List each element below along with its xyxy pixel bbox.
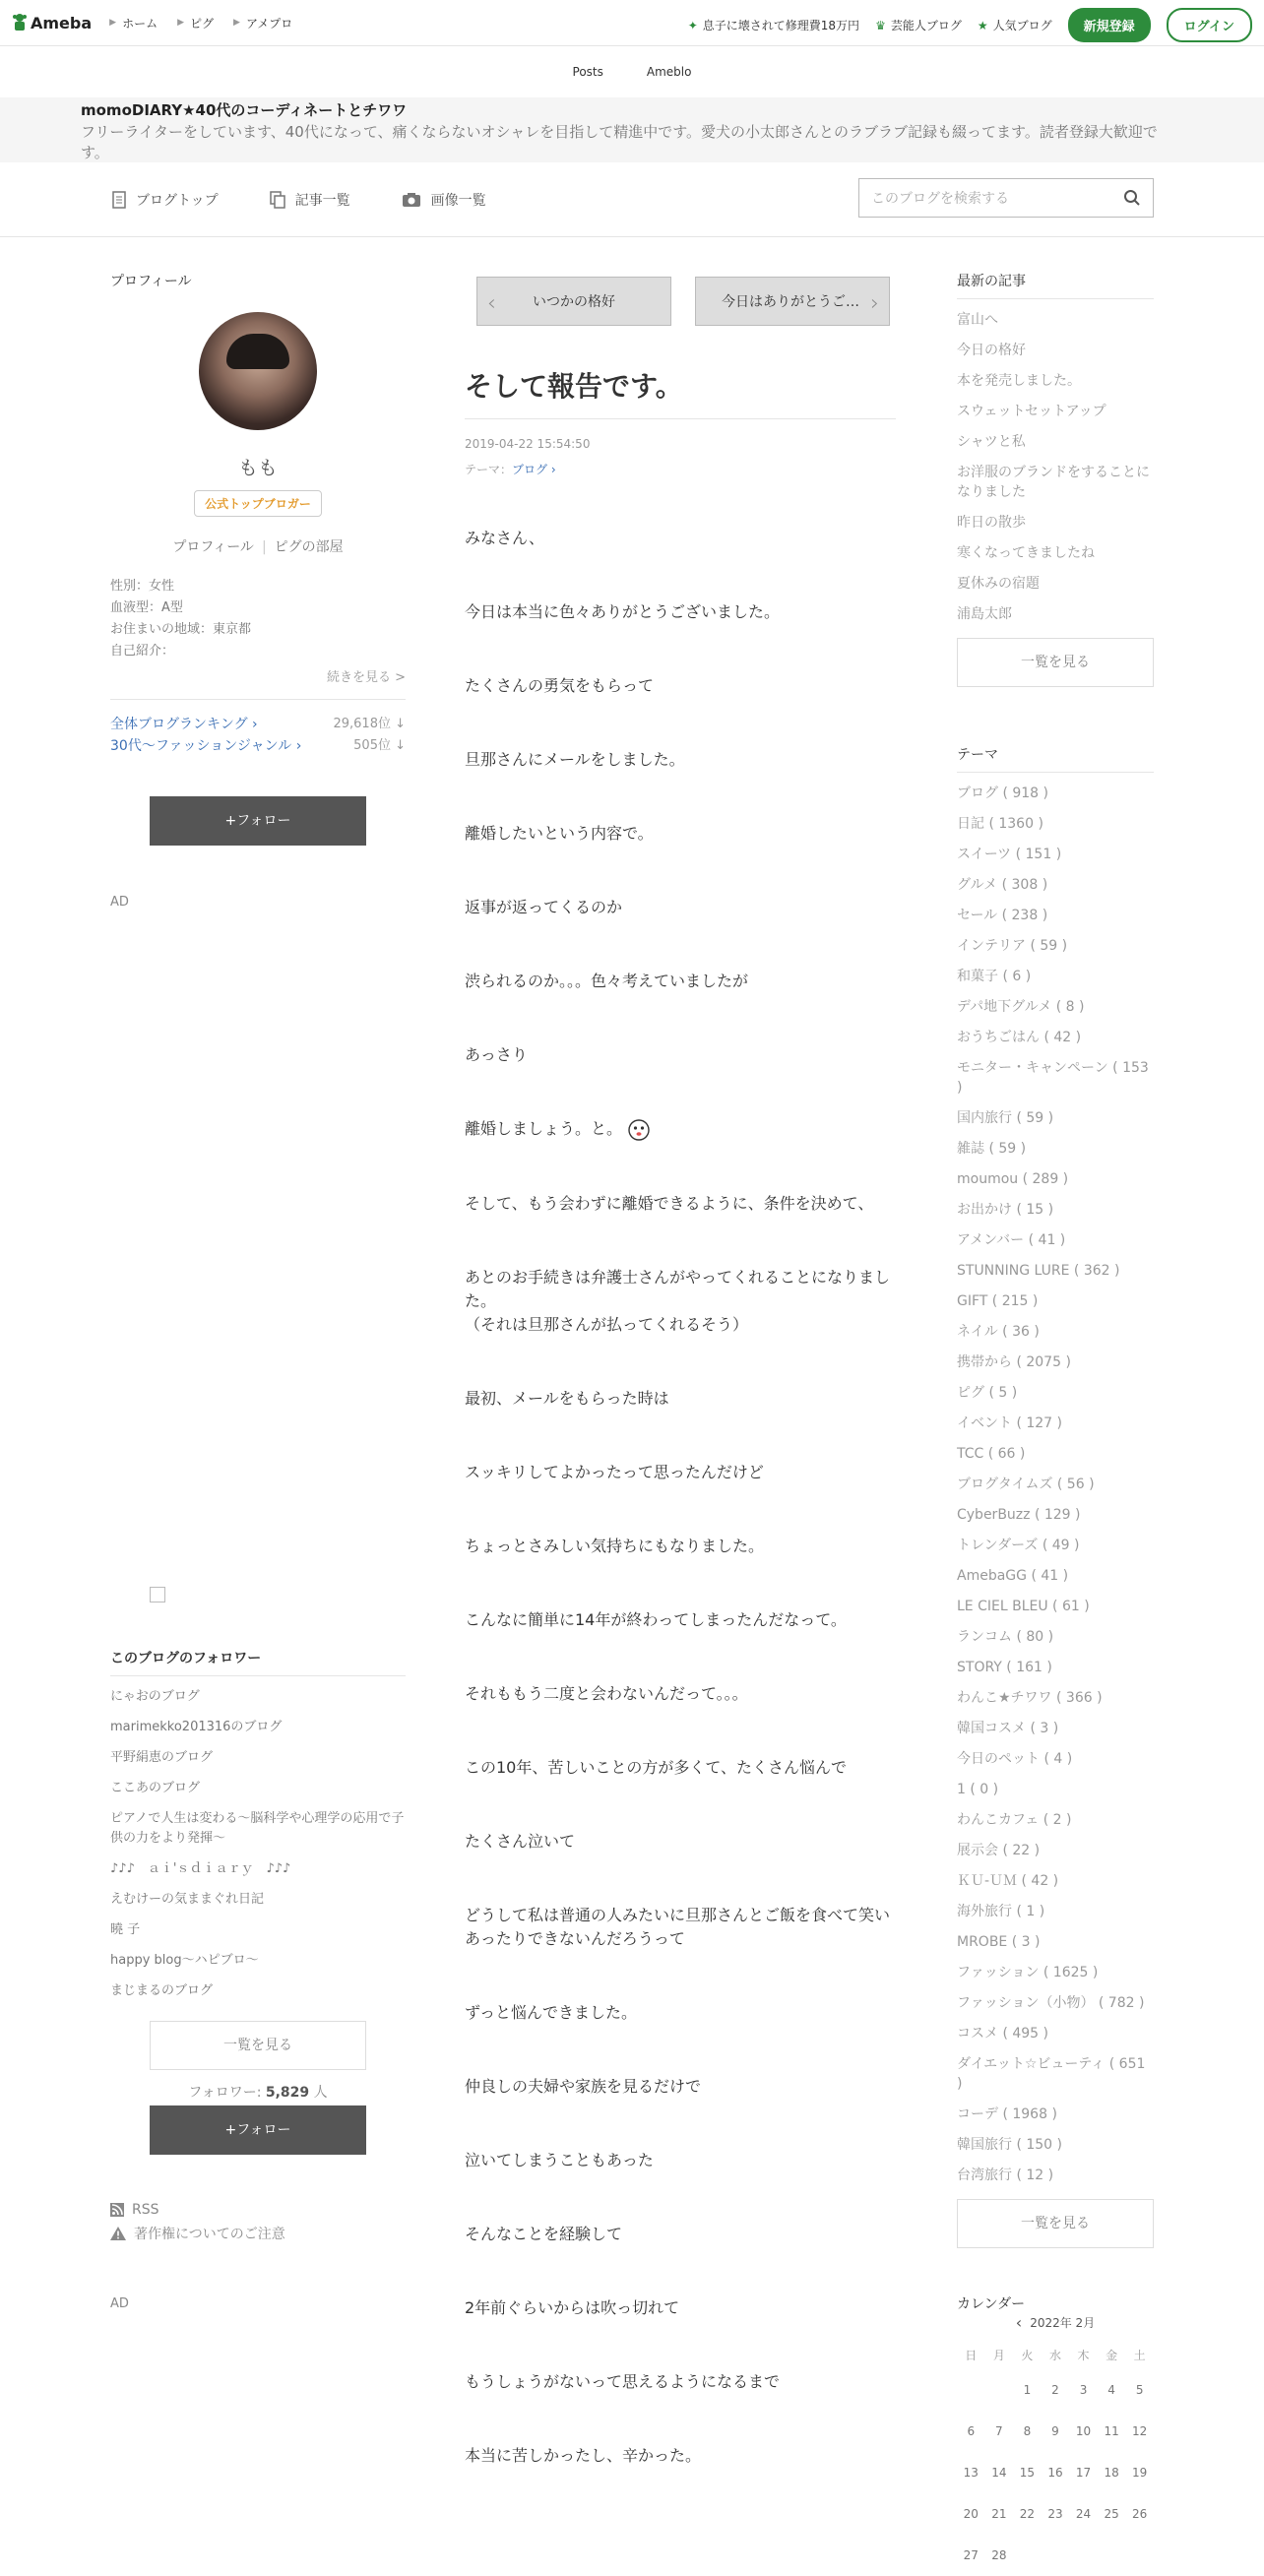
paragraph: たくさんの勇気をもらって — [465, 676, 655, 695]
follower-item[interactable]: えむけーの気ままぐれ日記 — [110, 1892, 265, 1907]
follower-count: フォロワー: 5,829 人 — [188, 2085, 328, 2101]
global-nav — [109, 15, 292, 31]
follow-button[interactable]: +フォロー — [150, 796, 366, 846]
recent-article-item[interactable]: シャツと私 — [957, 434, 1026, 450]
camera-icon — [402, 192, 421, 208]
calendar-day[interactable]: 20 — [963, 2507, 979, 2521]
tab-ameblo[interactable]: Ameblo — [646, 65, 692, 79]
ranking-genre-label: 30代〜ファッションジャンル › — [110, 738, 302, 754]
paragraph: 渋られるのか。。。色々考えていましたが — [465, 972, 749, 990]
chevron-right-icon: ▶ — [233, 18, 240, 28]
calendar-day — [1125, 2535, 1154, 2576]
blog-search-input[interactable] — [858, 178, 1154, 218]
follower-item[interactable]: happy blog～ハピブロ～ — [110, 1953, 259, 1968]
followers-list — [110, 1687, 406, 2001]
follower-item[interactable]: まじまるのブログ — [110, 1983, 214, 1998]
chevron-left-icon: ‹ — [487, 291, 496, 316]
chevron-right-icon: › — [870, 291, 879, 316]
theme-item[interactable]: STORY ( 161 ) — [957, 1660, 1052, 1675]
ranking-genre-value: 505位 ↓ — [353, 738, 406, 753]
paragraph: 本当に苦しかったし、辛かった。 — [465, 2445, 702, 2465]
calendar-weekday: 日 — [965, 2348, 978, 2362]
next-article-button[interactable] — [695, 277, 890, 326]
crown-icon: ♛ — [875, 18, 886, 32]
menu-article-list-label: 記事一覧 — [294, 192, 350, 209]
nav-pigg[interactable] — [177, 15, 214, 31]
theme-link[interactable]: ブログ › — [512, 463, 556, 476]
theme-item[interactable]: おうちごはん ( 42 ) — [957, 1030, 1082, 1045]
theme-item[interactable]: ダイエット☆ビューティ ( 651 ) — [957, 2056, 1146, 2092]
theme-item[interactable]: 韓国旅行 ( 150 ) — [957, 2137, 1062, 2153]
ranking-overall[interactable] — [110, 714, 406, 735]
theme-item[interactable]: moumou ( 289 ) — [957, 1171, 1069, 1187]
article-title: そして報告です。 — [465, 365, 896, 419]
ameba-logo-icon — [12, 12, 28, 33]
menu-blog-top[interactable] — [112, 190, 219, 210]
theme-item[interactable]: 和菓子 ( 6 ) — [957, 969, 1032, 984]
theme-item[interactable]: 国内旅行 ( 59 ) — [957, 1110, 1054, 1126]
rss-label: RSS — [132, 2202, 159, 2218]
paragraph: 最初、メールをもらった時は — [465, 1388, 669, 1408]
theme-item[interactable]: CyberBuzz ( 129 ) — [957, 1507, 1081, 1523]
calendar-day[interactable]: 16 — [1047, 2466, 1063, 2480]
ameba-logo[interactable] — [12, 12, 92, 33]
paragraph: スッキリしてよかったって思ったんだけど — [465, 1462, 764, 1481]
avatar[interactable] — [199, 312, 317, 430]
theme-item[interactable]: モニター・キャンペーン ( 153 ) — [957, 1060, 1149, 1096]
recent-article-item[interactable]: 本を発売しました。 — [957, 373, 1081, 389]
theme-item[interactable]: ファッション（小物） ( 782 ) — [957, 1995, 1145, 2011]
calendar-day[interactable]: 4 — [1107, 2383, 1115, 2397]
menu-image-list[interactable] — [402, 190, 486, 210]
follower-item[interactable]: ピアノで人生は変わる～脳科学や心理学の応用で子供の力をより発揮～ — [110, 1811, 405, 1846]
calendar-day[interactable]: 27 — [963, 2548, 979, 2562]
calendar-day[interactable]: 6 — [967, 2424, 976, 2438]
theme-item[interactable]: わんこカフェ ( 2 ) — [957, 1812, 1072, 1828]
calendar-day — [957, 2369, 985, 2411]
follower-item[interactable]: にゃおのブログ — [110, 1689, 200, 1704]
left-sidebar — [110, 271, 406, 2311]
theme-item[interactable]: 今日のペット ( 4 ) — [957, 1751, 1073, 1767]
rss-link[interactable] — [110, 2202, 406, 2218]
calendar — [957, 2293, 1154, 2576]
right-sidebar — [957, 271, 1154, 2576]
recent-article-item[interactable]: お洋服のブランドをすることになりました — [957, 465, 1150, 500]
theme-item[interactable]: インテリア ( 59 ) — [957, 938, 1068, 954]
recent-article-item[interactable]: 浦島太郎 — [957, 606, 1012, 622]
profile-region: お住まいの地域：東京都 — [110, 622, 252, 637]
copyright-label: 著作権についてのご注意 — [134, 2227, 285, 2242]
header-link-news-label: 息子に壊されて修理費18万円 — [702, 19, 860, 32]
theme-item[interactable]: ＫＵ-ＵＭ ( 42 ) — [957, 1873, 1059, 1889]
theme-item[interactable]: 台湾旅行 ( 12 ) — [957, 2168, 1054, 2183]
pigg-room-link[interactable]: ピグの部屋 — [274, 539, 344, 555]
profile-name[interactable]: もも — [238, 456, 278, 479]
theme-item[interactable]: 雑誌 ( 59 ) — [957, 1141, 1027, 1157]
calendar-month: 2022年 2月 — [1030, 2316, 1096, 2330]
divider: | — [261, 539, 267, 555]
calendar-day[interactable]: 26 — [1132, 2507, 1148, 2521]
follower-item[interactable]: ここあのブログ — [110, 1781, 201, 1795]
calendar-day[interactable]: 2 — [1051, 2383, 1059, 2397]
calendar-day — [985, 2369, 1014, 2411]
paragraph: もうしょうがないって思えるようになるまで — [465, 2371, 781, 2391]
paragraph: みなさん、 — [465, 529, 544, 547]
header-link-celebrity-label: 芸能人ブログ — [890, 19, 962, 32]
theme-item[interactable]: スイーツ ( 151 ) — [957, 847, 1062, 862]
themes-title: テーマ — [957, 744, 1154, 773]
next-article-label: 今日はありがとうご… — [722, 294, 859, 310]
paragraph: どうして私は普通の人みたいに旦那さんとご飯を食べて笑いあったりできないんだろうって — [465, 1905, 891, 1948]
blog-header — [0, 97, 1264, 162]
theme-item[interactable]: グルメ ( 308 ) — [957, 877, 1048, 893]
calendar-weekday: 火 — [1021, 2348, 1034, 2362]
paragraph: ずっと悩んできました。 — [465, 2002, 638, 2022]
calendar-day[interactable]: 1 — [1023, 2383, 1032, 2397]
paragraph: この10年、苦しいことの方が多くて、たくさん悩んで — [465, 1757, 848, 1777]
article-date: 2019-04-22 15:54:50 — [465, 437, 591, 451]
theme-item[interactable]: ファッション ( 1625 ) — [957, 1965, 1099, 1980]
profile-intro: 自己紹介： — [110, 644, 175, 659]
profile-gender: 性別：女性 — [110, 579, 175, 594]
calendar-day[interactable]: 15 — [1019, 2466, 1036, 2480]
rss-icon — [110, 2203, 124, 2217]
theme-item[interactable]: 海外旅行 ( 1 ) — [957, 1904, 1045, 1919]
header-link-popular-label: 人気ブログ — [992, 19, 1052, 32]
prev-article-button[interactable] — [476, 277, 671, 326]
article — [465, 277, 896, 2518]
paragraph-with-emoji: 離婚しましょう。と。 — [465, 1117, 896, 1142]
recent-article-item[interactable]: 富山へ — [957, 312, 998, 328]
nav-amepro[interactable] — [233, 15, 292, 31]
nav-amepro-label: アメプロ — [245, 16, 293, 31]
recent-article-item[interactable]: 今日の格好 — [957, 343, 1026, 358]
menu-blog-top-label: ブログトップ — [136, 192, 219, 209]
calendar-day — [1042, 2535, 1070, 2576]
menu-image-list-label: 画像一覧 — [430, 192, 486, 209]
calendar-day — [1069, 2535, 1098, 2576]
calendar-day[interactable]: 24 — [1075, 2507, 1092, 2521]
theme-item[interactable]: 展示会 ( 22 ) — [957, 1843, 1041, 1858]
calendar-weekday: 土 — [1133, 2348, 1146, 2362]
tab-posts[interactable]: Posts — [572, 65, 603, 79]
calendar-day[interactable]: 25 — [1104, 2507, 1119, 2521]
recent-article-item[interactable]: 昨日の散歩 — [957, 515, 1026, 531]
calendar-day[interactable]: 22 — [1019, 2507, 1036, 2521]
nav-home[interactable] — [109, 15, 158, 31]
search-placeholder: このブログを検索する — [871, 191, 1009, 207]
chevron-left-icon[interactable]: ‹ — [1015, 2313, 1023, 2332]
profile-blood: 血液型：A型 — [110, 600, 183, 615]
theme-item[interactable]: 携帯から ( 2075 ) — [957, 1354, 1071, 1370]
theme-item[interactable]: ピグ ( 5 ) — [957, 1385, 1018, 1401]
calendar-day[interactable]: 17 — [1075, 2466, 1092, 2480]
header-link-news[interactable] — [688, 17, 859, 33]
follower-item[interactable]: ♪♪♪ ａｉ'ｓｄｉａｒｙ ♪♪♪ — [110, 1861, 291, 1876]
calendar-weekday: 水 — [1048, 2348, 1061, 2362]
header-link-popular[interactable] — [978, 17, 1052, 33]
calendar-day[interactable]: 28 — [991, 2548, 1007, 2562]
calendar-day[interactable]: 18 — [1104, 2466, 1119, 2480]
read-more-link[interactable]: 続きを見る > — [326, 670, 406, 685]
recent-see-all-button[interactable]: 一覧を見る — [957, 638, 1154, 687]
recent-articles-title: 最新の記事 — [957, 271, 1154, 299]
face-emoji-icon — [627, 1118, 651, 1142]
profile-section-title: プロフィール — [110, 274, 192, 289]
warning-icon — [110, 2227, 126, 2240]
theme-item[interactable]: セール ( 238 ) — [957, 908, 1048, 923]
theme-item[interactable]: STUNNING LURE ( 362 ) — [957, 1263, 1120, 1279]
prev-article-label: いつかの格好 — [533, 294, 615, 310]
follower-item[interactable]: marimekko201316のブログ — [110, 1720, 283, 1734]
calendar-day[interactable]: 8 — [1023, 2424, 1032, 2438]
recent-article-item[interactable]: 夏休みの宿題 — [957, 576, 1040, 592]
follow-button-bottom[interactable]: +フォロー — [150, 2105, 366, 2155]
paragraph: そんなことを経験して — [465, 2224, 623, 2243]
themes-see-all-button[interactable]: 一覧を見る — [957, 2199, 1154, 2248]
profile-link[interactable]: プロフィール — [172, 539, 254, 555]
ranking-overall-label: 全体ブログランキング › — [110, 717, 258, 732]
ad-label: AD — [110, 895, 129, 910]
paragraph: 離婚したいという内容で。 — [465, 824, 654, 843]
paragraph: ちょっとさみしい気持ちにもなりました。 — [465, 1536, 765, 1555]
recent-articles-list — [957, 310, 1154, 624]
calendar-day[interactable]: 23 — [1047, 2507, 1063, 2521]
theme-item[interactable]: ブログ ( 918 ) — [957, 785, 1048, 801]
recent-article-item[interactable]: 寒くなってきましたね — [957, 545, 1095, 561]
login-button[interactable]: ログイン — [1167, 8, 1252, 42]
sub-tabs — [0, 46, 1264, 97]
broken-image-icon — [150, 1587, 165, 1602]
theme-item[interactable]: お出かけ ( 15 ) — [957, 1202, 1054, 1218]
calendar-day[interactable]: 21 — [991, 2507, 1007, 2521]
calendar-day[interactable]: 19 — [1132, 2466, 1148, 2480]
theme-item[interactable]: コスメ ( 495 ) — [957, 2026, 1048, 2042]
paragraph: それももう二度と会わないんだって。。。 — [465, 1683, 748, 1703]
theme-item[interactable]: コーデ ( 1968 ) — [957, 2106, 1057, 2122]
paragraph: こんなに簡単に14年が終わってしまったんだなって。 — [465, 1609, 847, 1629]
paragraph: 今日は本当に色々ありがとうございました。 — [465, 602, 781, 621]
blog-menu — [0, 162, 1264, 237]
header-right — [688, 8, 1252, 42]
theme-item[interactable]: 韓国コスメ ( 3 ) — [957, 1721, 1059, 1736]
header-link-celebrity[interactable] — [875, 17, 962, 33]
theme-item[interactable]: デパ地下グルメ ( 8 ) — [957, 999, 1085, 1015]
paragraph: あとのお手続きは弁護士さんがやってくれることになりました。 （それは旦那さんが払ってくれるそう） — [465, 1267, 891, 1334]
logo-text: Ameba — [31, 13, 93, 32]
calendar-day[interactable]: 10 — [1075, 2424, 1092, 2438]
calendar-day[interactable]: 7 — [995, 2424, 1003, 2438]
search-icon[interactable] — [1123, 189, 1141, 207]
paragraph: 泣いてしまうこともあった — [465, 2150, 654, 2169]
chevron-right-icon: ▶ — [109, 18, 117, 28]
ranking-overall-value: 29,618位 ↓ — [333, 717, 406, 731]
calendar-header — [957, 2313, 1154, 2332]
theme-item[interactable]: 日記 ( 1360 ) — [957, 816, 1043, 832]
themes-list — [957, 784, 1154, 2185]
official-blogger-badge[interactable]: 公式トップブロガー — [194, 490, 322, 517]
theme-item[interactable]: イベント ( 127 ) — [957, 1415, 1062, 1431]
theme-item[interactable]: 1 ( 0 ) — [957, 1782, 999, 1797]
theme-item[interactable]: ランコム ( 80 ) — [957, 1629, 1054, 1645]
paragraph: たくさん泣いて — [465, 1831, 576, 1851]
nav-pigg-label: ピグ — [190, 16, 215, 31]
nav-home-label: ホーム — [122, 16, 158, 31]
calendar-day[interactable]: 12 — [1132, 2424, 1148, 2438]
paragraph: 仲良しの夫婦や家族を見るだけで — [465, 2076, 702, 2096]
copy-icon — [270, 191, 285, 209]
theme-item[interactable]: わんこ★チワワ ( 366 ) — [957, 1690, 1103, 1706]
paragraph: 2年前ぐらいからは吹っ切れて — [465, 2297, 680, 2317]
paragraph: 返事が返ってくるのか — [465, 898, 623, 916]
sparkle-icon: ✦ — [687, 18, 698, 32]
calendar-day[interactable]: 13 — [963, 2466, 979, 2480]
paragraph: そして、もう会わずに離婚できるように、条件を決めて、 — [465, 1193, 874, 1213]
follower-count-value: 5,829 — [265, 2085, 310, 2101]
copyright-notice-link[interactable] — [110, 2224, 406, 2243]
calendar-day[interactable]: 11 — [1104, 2424, 1119, 2438]
theme-item[interactable]: TCC ( 66 ) — [957, 1446, 1026, 1462]
calendar-day[interactable]: 3 — [1079, 2383, 1088, 2397]
calendar-day — [1013, 2535, 1042, 2576]
theme-item[interactable]: ネイル ( 36 ) — [957, 1324, 1040, 1340]
followers-title: このブログのフォロワー — [110, 1648, 406, 1676]
calendar-day — [1098, 2535, 1126, 2576]
ranking-genre[interactable] — [110, 735, 406, 757]
calendar-weekday: 木 — [1077, 2348, 1090, 2362]
calendar-weekday: 金 — [1106, 2348, 1118, 2362]
calendar-title: カレンダー — [957, 2296, 1026, 2312]
blog-description: フリーライターをしています、40代になって、痛くならないオシャレを目指して精進中です。愛犬の小太郎さんとのラブラブ記録も綴ってます。読者登録大歓迎です。 — [81, 123, 1158, 161]
article-body — [465, 527, 896, 2468]
recent-article-item[interactable]: スウェットセットアップ — [957, 404, 1106, 419]
chevron-right-icon: ▶ — [177, 18, 185, 28]
theme-item[interactable]: AmebaGG ( 41 ) — [957, 1568, 1069, 1584]
calendar-day[interactable]: 9 — [1051, 2424, 1059, 2438]
profile-links — [110, 536, 406, 556]
register-button[interactable]: 新規登録 — [1068, 8, 1151, 42]
article-pager — [476, 277, 896, 326]
divider — [110, 699, 406, 700]
theme-item[interactable]: アメンバー ( 41 ) — [957, 1232, 1066, 1248]
global-header — [0, 0, 1264, 46]
calendar-day[interactable]: 5 — [1135, 2383, 1144, 2397]
follower-item[interactable]: 平野絹恵のブログ — [110, 1750, 214, 1765]
theme-item[interactable]: MROBE ( 3 ) — [957, 1934, 1041, 1950]
calendar-grid — [957, 2340, 1154, 2576]
follower-item[interactable]: 曉 子 — [110, 1922, 141, 1937]
paragraph: あっさり — [465, 1045, 528, 1064]
calendar-day[interactable]: 14 — [991, 2466, 1007, 2480]
theme-item[interactable]: GIFT ( 215 ) — [957, 1293, 1039, 1309]
document-icon — [112, 191, 126, 209]
theme-item[interactable]: トレンダーズ ( 49 ) — [957, 1538, 1080, 1553]
star-icon: ★ — [977, 18, 988, 32]
article-theme: テーマ：ブログ › — [465, 463, 556, 476]
blog-title[interactable]: momoDIARY★40代のコーディネートとチワワ — [81, 101, 408, 119]
followers-see-all-button[interactable]: 一覧を見る — [150, 2021, 366, 2070]
theme-item[interactable]: ブログタイムズ ( 56 ) — [957, 1476, 1095, 1492]
theme-item[interactable]: LE CIEL BLEU ( 61 ) — [957, 1599, 1090, 1614]
ad-label-bottom: AD — [110, 2296, 129, 2311]
paragraph: 旦那さんにメールをしました。 — [465, 750, 685, 769]
profile-info — [110, 576, 406, 662]
calendar-weekday: 月 — [992, 2348, 1005, 2362]
menu-article-list[interactable] — [270, 190, 350, 210]
